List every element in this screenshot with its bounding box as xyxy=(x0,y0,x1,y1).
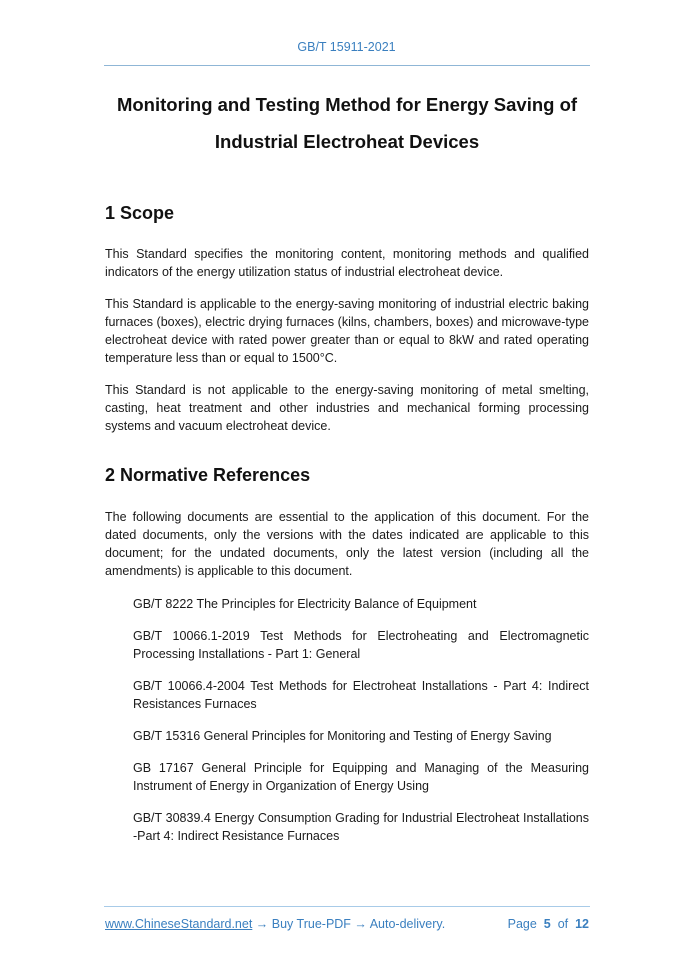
reference-item: GB/T 8222 The Principles for Electricity Balance of Equipment xyxy=(133,597,477,611)
references-intro-paragraph: The following documents are essential to the application of this document. For the dated documents, only the versions with the dates indicated are applicable to this document; for the undated documents, only the latest version (including all the amendments) is applicable to this document. xyxy=(105,510,589,578)
document-title-line-1: Monitoring and Testing Method for Energy Saving of xyxy=(116,94,578,115)
page-total: 12 xyxy=(575,917,589,931)
reference-item: GB/T 15316 General Principles for Monitoring and Testing of Energy Saving xyxy=(133,729,552,743)
chinesestandard-link[interactable]: www.ChineseStandard.net xyxy=(105,917,253,931)
page-indicator xyxy=(508,917,589,931)
scope-paragraph-1: This Standard specifies the monitoring content, monitoring methods and qualified indicators of the energy utilization status of industrial electroheat device. xyxy=(105,247,589,279)
page-footer xyxy=(105,917,589,931)
page-of: of xyxy=(557,917,569,931)
reference-item: GB/T 10066.4-2004 Test Methods for Electroheat Installations - Part 4: Indirect Resistances Furnaces xyxy=(133,679,589,711)
footer-divider xyxy=(104,906,590,907)
scope-paragraph-3: This Standard is not applicable to the energy-saving monitoring of metal smelting, casting, heat treatment and other industries and mechanical forming processing systems and vacuum electroheat device. xyxy=(105,383,589,433)
section-heading-scope: 1 Scope xyxy=(105,203,175,223)
reference-item: GB 17167 General Principle for Equipping and Managing of the Measuring Instrument of Energy in Organization of Energy Using xyxy=(133,761,589,793)
reference-item: GB/T 10066.1-2019 Test Methods for Electroheating and Electromagnetic Processing Installations - Part 1: General xyxy=(133,629,589,661)
document-title-line-2: Industrial Electroheat Devices xyxy=(214,131,480,152)
footer-promo-text: → Buy True-PDF → Auto-delivery. xyxy=(252,917,446,931)
section-heading-normative-references: 2 Normative References xyxy=(105,465,311,485)
page-current: 5 xyxy=(543,917,551,931)
running-header: GB/T 15911-2021 xyxy=(297,40,396,54)
scope-paragraph-2: This Standard is applicable to the energy-saving monitoring of industrial electric baking furnaces (boxes), electric drying furnaces (kilns, chambers, boxes) and microwave-type electroheat device with rated power greater than or equal to 8kW and rated operating temperature less than or equal to 1500°C. xyxy=(105,297,589,365)
reference-item: GB/T 30839.4 Energy Consumption Grading for Industrial Electroheat Installations -Part 4: Indirect Resistance Furnaces xyxy=(133,811,589,843)
header-divider xyxy=(104,65,590,66)
page-label: Page xyxy=(507,917,537,931)
